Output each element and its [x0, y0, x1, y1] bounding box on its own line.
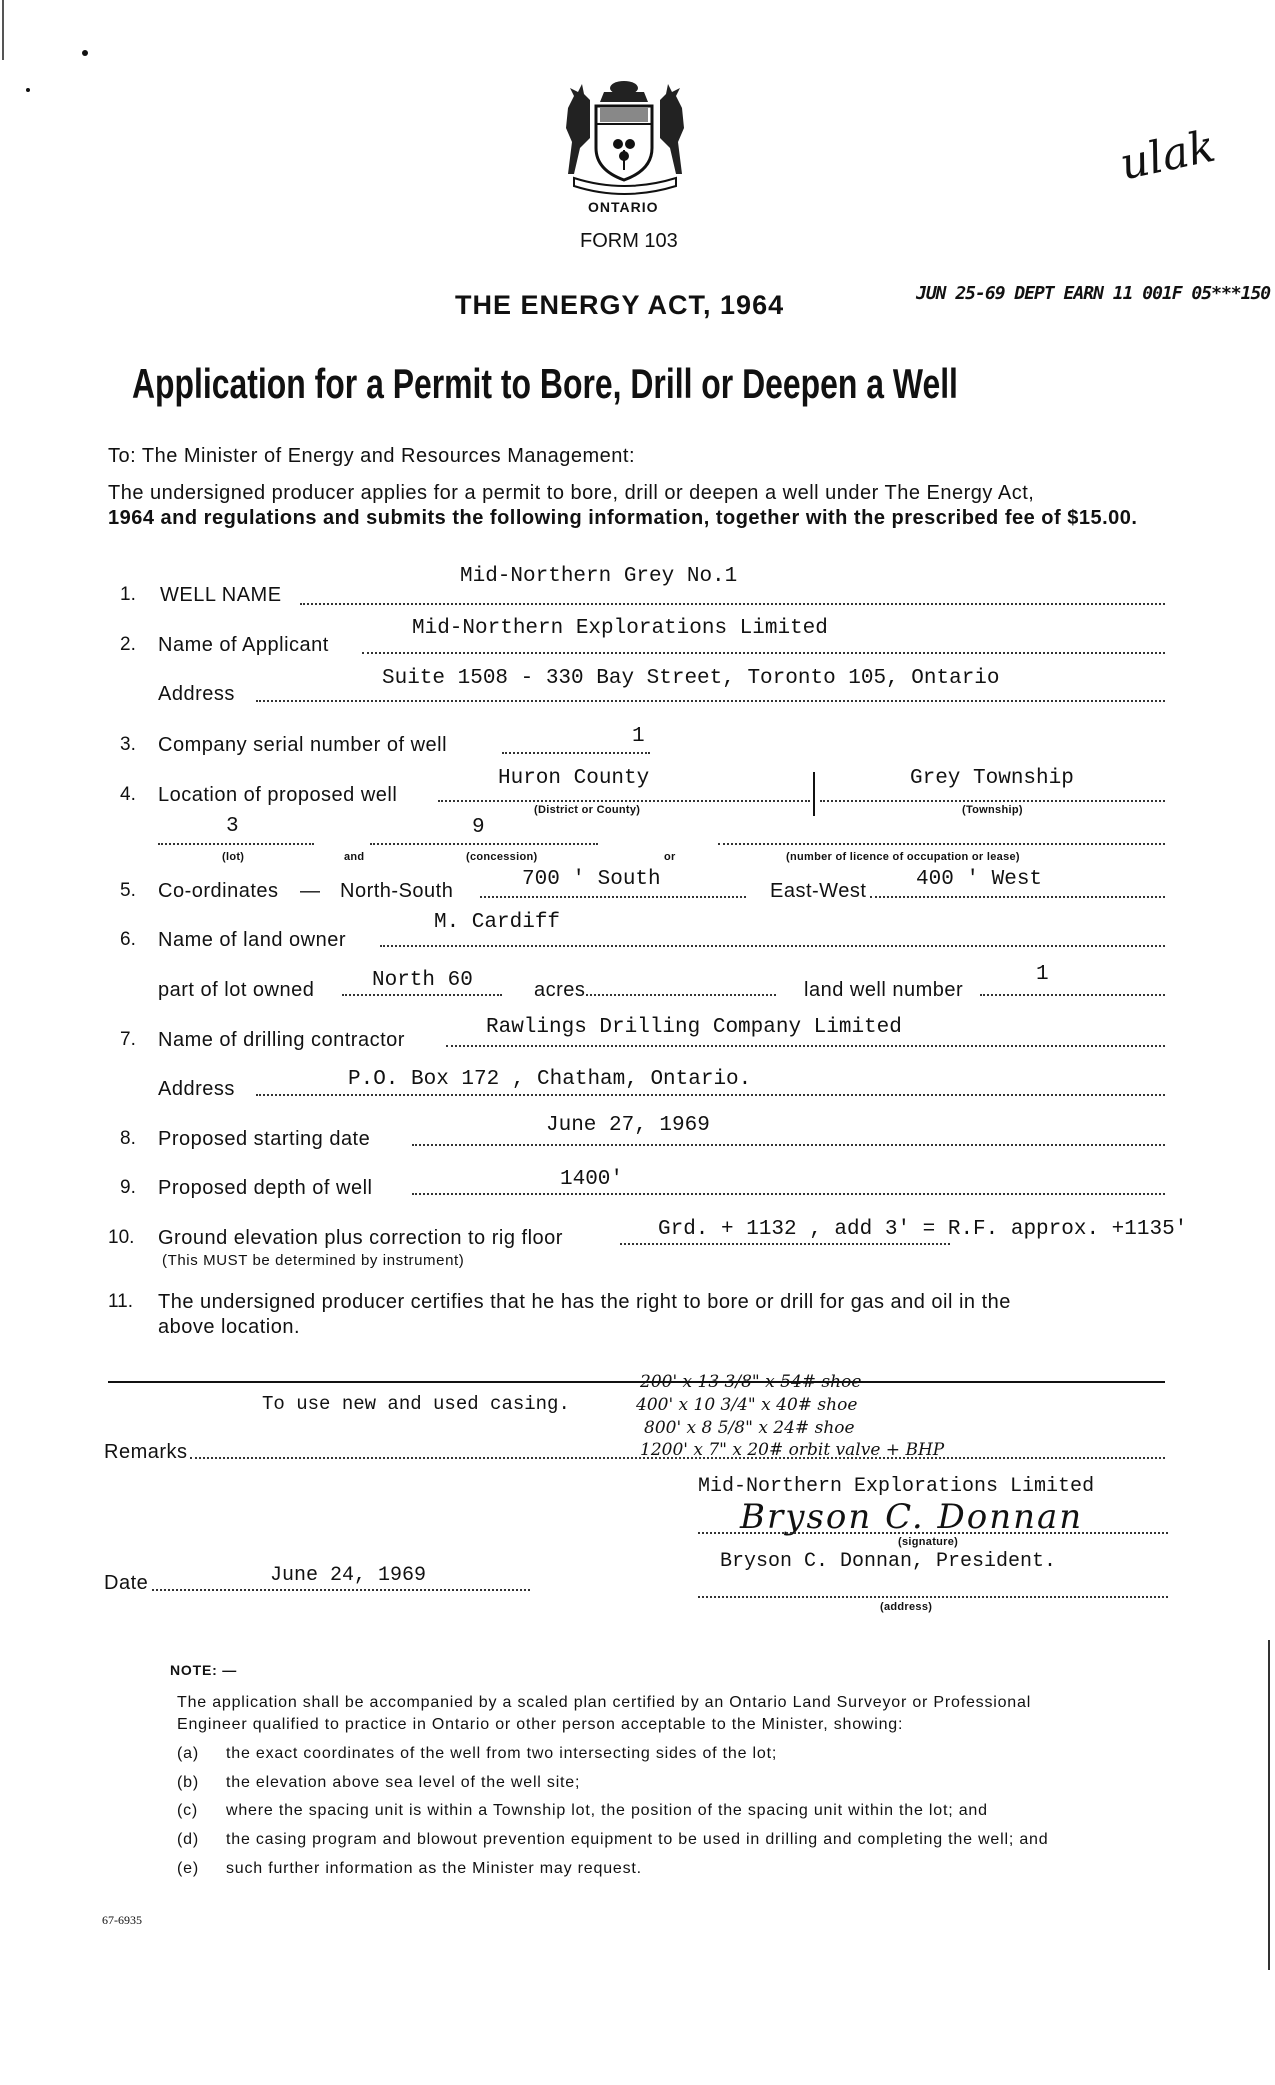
signatory-name: Bryson C. Donnan, President. [720, 1550, 1057, 1573]
coordinates-label: Co-ordinates [158, 880, 279, 902]
date-value[interactable]: June 24, 1969 [270, 1564, 427, 1587]
depth-value[interactable]: 1400' [560, 1168, 624, 1191]
elevation-note: (This MUST be determined by instrument) [162, 1252, 465, 1269]
note-heading: NOTE: — [170, 1662, 238, 1678]
province-label: ONTARIO [588, 199, 659, 215]
well-name-label: WELL NAME [160, 584, 282, 606]
township-line [820, 800, 1165, 802]
contractor-address-line [256, 1094, 1165, 1096]
licence-caption: (number of licence of occupation or lease) [786, 851, 1020, 863]
location-divider [813, 772, 815, 816]
contractor-label: Name of drilling contractor [158, 1029, 405, 1051]
note-item-d-text: the casing program and blowout prevention equipment to be used in drilling and completing the well; and [226, 1831, 1049, 1848]
signature-handwriting[interactable]: Bryson C. Donnan [740, 1497, 1084, 1537]
certification-line-1: The undersigned producer certifies that he has the right to bore or drill for gas and oil in the [158, 1291, 1011, 1313]
field-4-number: 4. [120, 784, 136, 805]
ontario-coat-of-arms [560, 78, 690, 198]
note-item-b-key: (b) [177, 1774, 199, 1791]
elevation-line [620, 1243, 950, 1245]
remarks-label: Remarks [104, 1441, 188, 1463]
land-well-label: land well number [804, 979, 964, 1001]
land-well-line [980, 994, 1165, 996]
county-caption: (District or County) [534, 804, 641, 816]
applicant-value[interactable]: Mid-Northern Explorations Limited [412, 617, 828, 640]
lot-line [158, 843, 314, 845]
form-number: FORM 103 [580, 230, 678, 252]
township-value[interactable]: Grey Township [910, 767, 1074, 790]
certification-line-2: above location. [158, 1316, 301, 1338]
field-10-number: 10. [108, 1227, 135, 1248]
start-date-line [412, 1144, 1165, 1146]
form-code: 67-6935 [102, 1913, 142, 1927]
acres-label: acres [534, 979, 586, 1001]
concession-caption: (concession) [466, 851, 538, 863]
well-name-line [300, 603, 1165, 605]
county-value[interactable]: Huron County [498, 767, 650, 790]
east-west-line [870, 896, 1165, 898]
casing-line-4: 1200' x 7" x 20# orbit valve + BHP [640, 1440, 945, 1460]
date-line [152, 1589, 530, 1591]
note-item-e-text: such further information as the Minister may request. [226, 1860, 642, 1877]
field-5-number: 5. [120, 880, 136, 901]
note-item-a-text: the exact coordinates of the well from two intersecting sides of the lot; [226, 1745, 778, 1762]
contractor-address-value[interactable]: P.O. Box 172 , Chatham, Ontario. [348, 1068, 752, 1091]
applicant-line [362, 652, 1165, 654]
field-2-number: 2. [120, 634, 136, 655]
note-item-a-key: (a) [177, 1745, 199, 1762]
field-9-number: 9. [120, 1177, 136, 1198]
note-item-d-key: (d) [177, 1831, 199, 1848]
field-11-number: 11. [108, 1291, 134, 1312]
remarks-line [190, 1457, 1165, 1459]
lot-value[interactable]: 3 [226, 815, 239, 838]
signature-line [698, 1532, 1168, 1534]
concession-value[interactable]: 9 [472, 816, 485, 839]
remarks-typed[interactable]: To use new and used casing. [262, 1393, 570, 1415]
intro-line-2: 1964 and regulations and submits the following information, together with the prescribed fee of $15.00. [108, 507, 1138, 529]
contractor-address-label: Address [158, 1078, 235, 1100]
address-caption: (address) [880, 1601, 933, 1613]
serial-label: Company serial number of well [158, 734, 448, 756]
field-7-number: 7. [120, 1029, 136, 1050]
concession-line [370, 843, 598, 845]
scan-dot [82, 50, 88, 56]
date-label: Date [104, 1572, 149, 1594]
initials-handwriting: ulak [1115, 120, 1220, 191]
applicant-label: Name of Applicant [158, 634, 329, 656]
start-date-label: Proposed starting date [158, 1128, 371, 1150]
land-owner-label: Name of land owner [158, 929, 346, 951]
elevation-value[interactable]: Grd. + 1132 , add 3' = R.F. approx. +1135' [658, 1218, 1188, 1241]
and-caption: and [344, 851, 365, 863]
casing-line-2: 400' x 10 3/4" x 40# shoe [636, 1395, 858, 1415]
lot-caption: (lot) [222, 851, 245, 863]
start-date-value[interactable]: June 27, 1969 [546, 1114, 710, 1137]
remarks-top-rule [108, 1381, 1165, 1383]
serial-value[interactable]: 1 [632, 725, 645, 748]
note-item-b-text: the elevation above sea level of the well site; [226, 1774, 581, 1791]
applicant-address-label: Address [158, 683, 235, 705]
north-south-value[interactable]: 700 ' South [522, 868, 661, 891]
scan-dot [26, 88, 30, 92]
north-south-label: North-South [340, 880, 454, 902]
east-west-value[interactable]: 400 ' West [916, 868, 1043, 891]
addressee-line: To: The Minister of Energy and Resources Management: [108, 445, 635, 467]
acres-line [586, 994, 776, 996]
well-name-value[interactable]: Mid-Northern Grey No.1 [460, 565, 738, 588]
depth-line [412, 1193, 1165, 1195]
casing-line-3: 800' x 8 5/8" x 24# shoe [644, 1418, 855, 1438]
or-caption: or [664, 851, 676, 863]
applicant-address-line [256, 700, 1165, 702]
county-line [438, 800, 810, 802]
note-item-e-key: (e) [177, 1860, 199, 1877]
note-item-c-key: (c) [177, 1802, 199, 1819]
field-8-number: 8. [120, 1128, 136, 1149]
land-owner-line [380, 945, 1165, 947]
elevation-label: Ground elevation plus correction to rig floor [158, 1227, 563, 1249]
applicant-address-value[interactable]: Suite 1508 - 330 Bay Street, Toronto 105, Ontario [382, 667, 1000, 690]
received-stamp: JUN 25-69 DEPT EARN 11 001F 05***150 [916, 283, 1271, 304]
field-6-number: 6. [120, 929, 136, 950]
act-title: THE ENERGY ACT, 1964 [455, 290, 785, 320]
land-owner-value[interactable]: M. Cardiff [434, 911, 561, 934]
depth-label: Proposed depth of well [158, 1177, 373, 1199]
serial-line [502, 752, 650, 754]
township-caption: (Township) [962, 804, 1023, 816]
field-3-number: 3. [120, 734, 136, 755]
intro-line-1: The undersigned producer applies for a permit to bore, drill or deepen a well under The Energy Act, [108, 482, 1035, 504]
east-west-label: East-West [770, 880, 867, 902]
scan-edge [1268, 1640, 1270, 1970]
scan-edge [2, 0, 4, 60]
part-of-lot-label: part of lot owned [158, 979, 315, 1001]
land-well-value[interactable]: 1 [1036, 963, 1049, 986]
note-line-2: Engineer qualified to practice in Ontario or other person acceptable to the Minister, showing: [177, 1716, 904, 1733]
signatory-company: Mid-Northern Explorations Limited [698, 1475, 1095, 1498]
note-item-c-text: where the spacing unit is within a Township lot, the position of the spacing unit within the lot; and [226, 1802, 988, 1819]
contractor-line [446, 1045, 1165, 1047]
coordinates-dash: — [300, 880, 321, 902]
field-1-number: 1. [120, 584, 136, 605]
location-label: Location of proposed well [158, 784, 398, 806]
licence-line [718, 843, 1165, 845]
part-of-lot-value[interactable]: North 60 [372, 969, 473, 992]
casing-line-1: 200' x 13 3/8" x 54# shoe [640, 1372, 862, 1392]
note-line-1: The application shall be accompanied by a scaled plan certified by an Ontario Land Surveyor or Professional [177, 1694, 1032, 1711]
contractor-value[interactable]: Rawlings Drilling Company Limited [486, 1016, 902, 1039]
north-south-line [480, 896, 746, 898]
address-line [698, 1596, 1168, 1598]
part-of-lot-line [342, 994, 502, 996]
page-title: Application for a Permit to Bore, Drill or Deepen a Well [132, 360, 958, 407]
signature-caption: (signature) [898, 1536, 959, 1548]
